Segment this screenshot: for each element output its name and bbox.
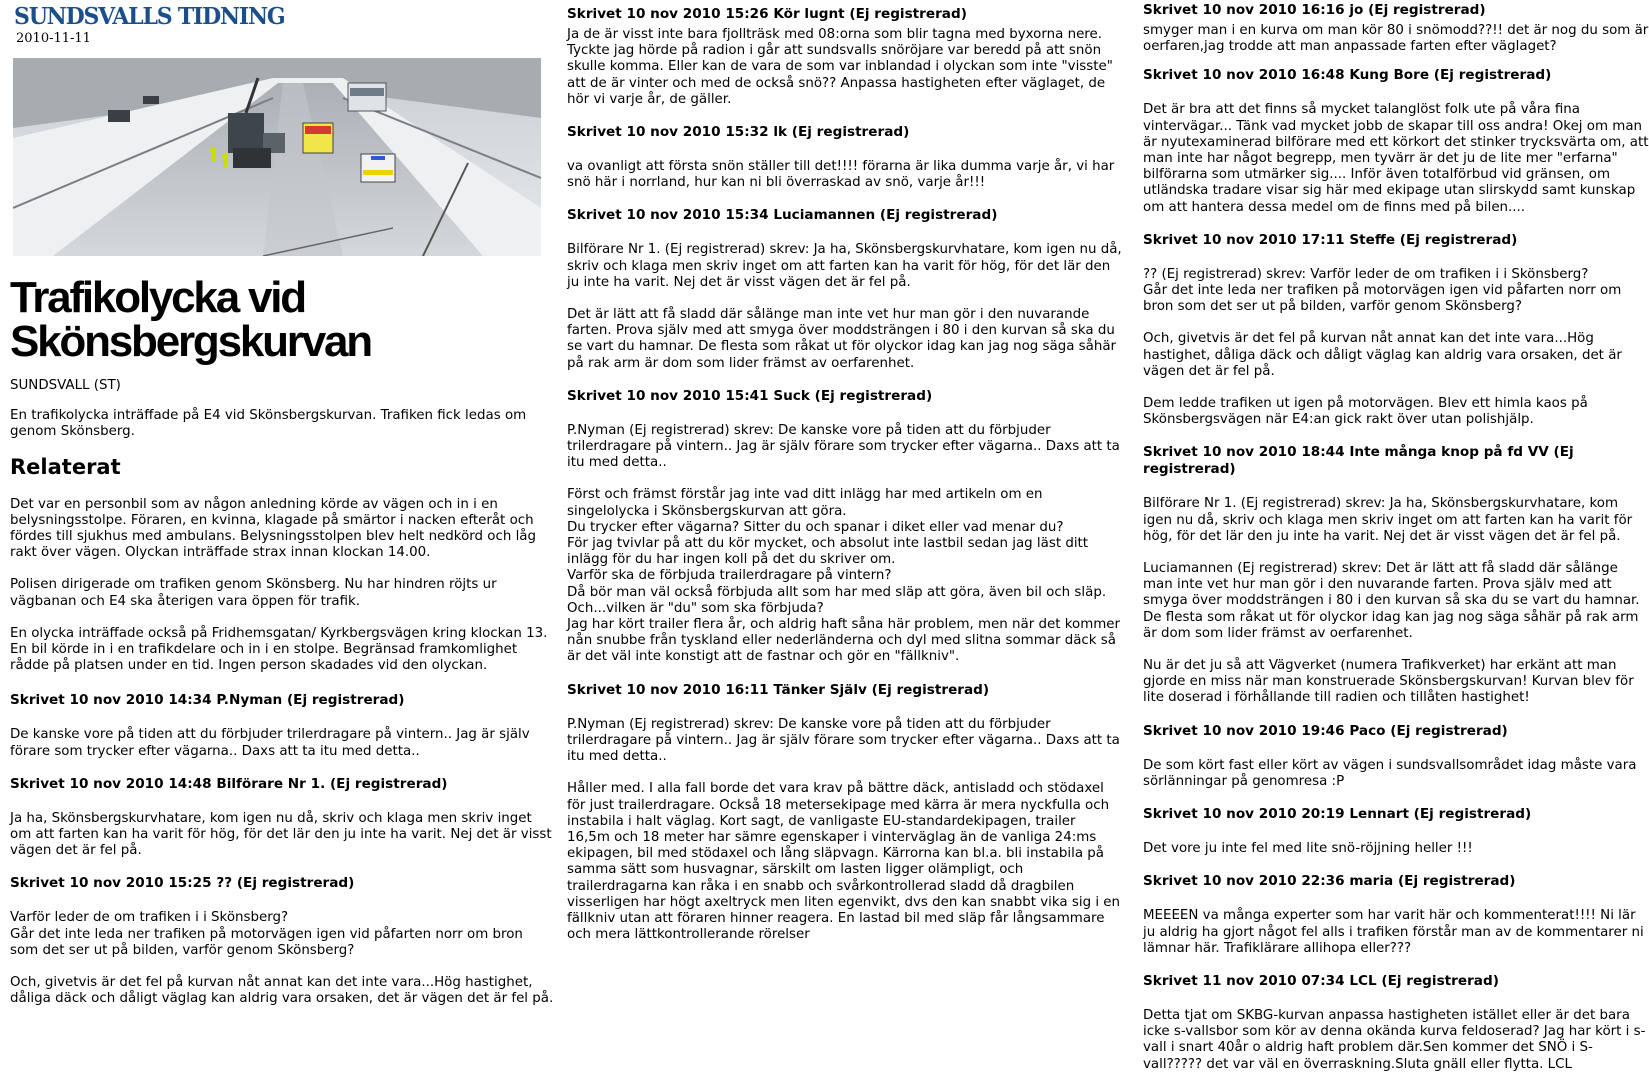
comment-text: Och, givetvis är det fel på kurvan nåt annat kan det inte vara...Hög hastighet, dåliga däck och dåligt väglag kan aldrig vara orsaken, det är vägen det är fel på. [10,975,554,1007]
comment-text: P.Nyman (Ej registrerad) skrev: De kanske vore på tiden att du förbjuder trilerdragare på vintern.. Jag är själv förare som trycker efter vägarna.. Daxs att ta itu med detta.. [567,716,1120,765]
article-lead: En trafikolycka inträffade på E4 vid Skönsbergskurvan. Trafiken fick ledas om genom Skönsberg. [10,408,527,440]
comment-header: Skrivet 10 nov 2010 14:34 P.Nyman (Ej registrerad) [10,692,405,709]
comment-header: Skrivet 10 nov 2010 20:19 Lennart (Ej registrerad) [1143,806,1532,823]
comment-header: Skrivet 10 nov 2010 22:36 maria (Ej registrerad) [1143,873,1516,890]
comment-header: Skrivet 10 nov 2010 15:26 Kör lugnt (Ej registrerad) [567,6,967,22]
comment-text: Det vore ju inte fel med lite snö-röjjning heller !!! [1143,841,1473,857]
comment-text: Bilförare Nr 1. (Ej registrerad) skrev: Ja ha, Skönsbergskurvhatare, kom igen nu då, skriv och klaga men skriv inget om att farten kan ha varit för hög, för det lär den ju inte ha varit. Nej det är visst vägen det är fel på. [1143,496,1633,544]
article-headline: Trafikolycka vid Skönsbergskurvan [10,273,371,366]
comment-text: MEEEEN va många experter som har varit här och kommenterat!!!! Ni lär ju aldrig ha gjort något fel alls i trafiken förstår man av de kommentarer ni lämnar här. Trafiklärare allihopa eller??? [1143,908,1644,956]
comments-column-right [1143,2,1649,1089]
comment-text: De kanske vore på tiden att du förbjuder trilerdragare på vintern.. Jag är själv förare som trycker efter vägarna.. Daxs att ta itu med detta.. [10,727,530,759]
comment-text: Det är lätt att få sladd där sålänge man inte vet hur man gör i den nuvarande farten. Prova själv med att smyga över moddsträngen i 80 i den kurvan så ska du se vart du hamnar. De flesta som råkat ut för olyckor idag kan jag nog säga såhär på rak arm är dom som lider främst av oerfarenhet. [567,307,1117,371]
comment-text: Och, givetvis är det fel på kurvan nåt annat kan det inte vara...Hög hastighet, dåliga däck och dåligt väglag kan aldrig vara orsaken, det är vägen det är fel på. [1143,331,1622,379]
comment-header: Skrivet 10 nov 2010 19:46 Paco (Ej registrerad) [1143,722,1508,739]
comment-text: Detta tjat om SKBG-kurvan anpassa hastigheten istället eller är det bara icke s-vallsbor som kör av denna okända kurva feldoserad? Jag har kört i s-vall i snart 40år o aldrig haft problem där.Sen kommer det SNÖ i S-vall????? det var väl en överraskning.Sluta gnäll eller flytta. LCL [1143,1007,1646,1072]
body-paragraph: Polisen dirigerade om trafiken genom Skönsberg. Nu har hindren röjts ur vägbanan och E4 ska återigen vara öppen för trafik. [10,577,497,609]
comment-text: Håller med. I alla fall borde det vara krav på bättre däck, antisladd och stödaxel för just trailerdragare. Också 18 metersekipage med kärra är mera nyckfulla och instabila i halt väglag. Kort sagt, de vanligaste EU-standardekipagen, trailer 16,5m och 18 meter har sämre egenskaper i vinterväglag än de vanliga 24:ms ekipagen, bil med stödaxel och lång släpvagn. Kärrorna kan bl.a. bli instabila på samma sätt som husvagnar, särskilt om lasten ligger olämpligt, och trailerdragarna kan råka i en snabb och svårkontrollerad sladd då dragbilen visserligen har högt axeltryck men liten egenvikt, dvs den kan snabbt vika sig i en fällkniv utan att föraren hinner reagera. En lastad bil med släp får långsammare och mera lättkontrollerande rörelser [567,781,1121,943]
comment-header: Skrivet 10 nov 2010 15:25 ?? (Ej registrerad) [10,875,355,892]
article-column [10,0,555,1007]
comment-header: Skrivet 10 nov 2010 15:34 Luciamannen (Ej registrerad) [567,207,998,224]
comment-text: Det är bra att det finns så mycket talanglöst folk ute på våra fina vintervägar... Tänk vad mycket jobb de skapar till oss andra! Okej om man är nyutexaminerad bilförare med ett körkort det stinker trycksvärta om, att man inte har något begrepp, men tyvärr är det ju de lite mer "erfarna" bilförarna som utmärker sig.... Inför även totalförbud vid gränsen, om utländska tradare visar sig här med ekipage utan slirskydd samt kunskap om att hantera dessa medel om de finns med på bilen.... [1143,102,1649,215]
comment-text: Nu är det ju så att Vägverket (numera Trafikverket) har erkänt att man gjorde en miss när man konstruerade Skönsbergskurvan! Kurvan blev för lite doserad i förhållande till radien och tillåten hastighet! [1143,658,1634,706]
comment-header: Skrivet 10 nov 2010 16:16 jo (Ej registrerad) [1143,2,1486,18]
comment-text: Först och främst förstår jag inte vad ditt inlägg har med artikeln om en singelolycka i Skönsbergskurvan att göra. Du trycker efter vägarna? Sitter du och spanar i diket eller vad menar du? För jag tvivlar på att du kör mycket, och absolut inte lastbil sedan jag läst ditt inlägg för du har ingen koll på det du skriver om. Varför ska de förbjuda trailerdragare på vintern? Då bör man väl också förbjuda allt som har med släp att göra, även bil och släp. Och...vilken är "du" som ska förbjuda? Jag har kört trailer flera år, och aldrig haft såna här problem, men när det kommer nån snubbe från tyskland eller nederländerna och dyl med slitna sommar däck så är det väl inte konstigt att de fastnar och gör en "fällkniv". [567,487,1121,665]
body-paragraph: En olycka inträffade också på Fridhemsgatan/ Kyrkbergsvägen kring klockan 13. En bil körde in i en trafikdelare och in i en stolpe. Begränsad framkomlighet rådde på platsen under en tid. Ingen person skadades vid den olyckan. [10,625,548,674]
comment-text: Bilförare Nr 1. (Ej registrerad) skrev: Ja ha, Skönsbergskurvhatare, kom igen nu då, skriv och klaga men skriv inget om att farten kan ha varit för hög, för det lär den ju inte ha varit. Nej det är visst vägen det är fel på. [567,242,1122,290]
comment-text: ?? (Ej registrerad) skrev: Varför leder de om trafiken i i Skönsberg? Går det inte leda ner trafiken på motorvägen igen vid påfarten norr om bron som det ser ut på bilden, varför genom Skönsberg? [1143,266,1622,315]
body-paragraph: Det var en personbil som av någon anledning körde av vägen och in i en belysningsstolpe. Föraren, en kvinna, klagade på smärtor i nacken efteråt och fördes till sjukhus med ambulans. Belysningsstolpen blev helt nedkörd och låg rakt över vägen. Olyckan inträffade strax innan klockan 14.00. [10,496,537,561]
comment-text: va ovanligt att första snön ställer till det!!!! förarna är lika dumma varje år, vi har snö här i norrland, hur kan ni bli överraskad av snö, varje år!!! [567,159,1115,191]
comment-header: Skrivet 10 nov 2010 16:11 Tänker Själv (Ej registrerad) [567,681,990,698]
comment-text: Ja de är visst inte bara fjollträsk med 08:orna som blir tagna med byxorna nere. Tyckte jag hörde på radion i går att sundsvalls snöröjare var beredd på att snön skulle komma. Eller kan de vara de som var inblandad i olyckan som inte "visste" att de är vinter och med de också snö?? Anpassa hastigheten efter väglaget, de hör vi varje år, de gäller. [567,27,1113,107]
comment-text: P.Nyman (Ej registrerad) skrev: De kanske vore på tiden att du förbjuder trilerdragare på vintern.. Jag är själv förare som trycker efter vägarna.. Daxs att ta itu med detta.. [567,422,1120,471]
comment-header: Skrivet 10 nov 2010 15:41 Suck (Ej registrerad) [567,387,933,404]
publication-date: 2010-11-11 [16,31,91,46]
comment-header: Skrivet 10 nov 2010 17:11 Steffe (Ej registrerad) [1143,231,1518,248]
comment-header: Skrivet 10 nov 2010 18:44 Inte många knop på fd VV (Ej registrerad) [1143,444,1574,478]
comment-header: Skrivet 10 nov 2010 15:32 lk (Ej registrerad) [567,124,910,141]
comment-text: smyger man i en kurva om man kör 80 i snömodd??!! det är nog du som är oerfaren,jag trodde att man anpassade farten efter väglaget? [1143,23,1649,55]
newspaper-masthead: SUNDSVALLS TIDNING [14,2,285,31]
comment-header: Skrivet 10 nov 2010 16:48 Kung Bore (Ej registrerad) [1143,67,1552,84]
comment-text: Dem ledde trafiken ut igen på motorvägen. Blev ett himla kaos på Skönsbergsvägen när E4:an gick rakt över utan polishjälp. [1143,396,1588,428]
article-location: SUNDSVALL (ST) [10,378,121,393]
comment-header: Skrivet 10 nov 2010 14:48 Bilförare Nr 1. (Ej registrerad) [10,775,448,792]
comment-text: Luciamannen (Ej registrerad) skrev: Det är lätt att få sladd där sålänge man inte vet hur man gör i den nuvarande farten. Prova själv med att smyga över moddsträngen i 80 i den kurvan så ska du se vart du hamnar. De flesta som råkat ut för olyckor idag kan jag nog säga såhär på rak arm är dom som lider främst av oerfarenhet. [1143,561,1640,641]
comment-header: Skrivet 11 nov 2010 07:34 LCL (Ej registrerad) [1143,972,1499,989]
comment-text: De som kört fast eller kört av vägen i sundsvallsområdet idag måste vara sörlänningar på genomresa :P [1143,757,1637,789]
comment-text: Ja ha, Skönsbergskurvhatare, kom igen nu då, skriv och klaga men skriv inget om att farten kan ha varit för hög, för det lär den ju inte ha varit. Nej det är visst vägen det är fel på. [10,810,552,859]
accident-photo [13,58,541,256]
article-body [10,378,555,1023]
related-heading: Relaterat [10,454,121,479]
comment-text: Varför leder de om trafiken i i Skönsberg? Går det inte leda ner trafiken på motorvägen igen vid påfarten norr om bron som det ser ut på bilden, varför genom Skönsberg? [10,910,523,958]
comments-column-middle [567,6,1122,959]
